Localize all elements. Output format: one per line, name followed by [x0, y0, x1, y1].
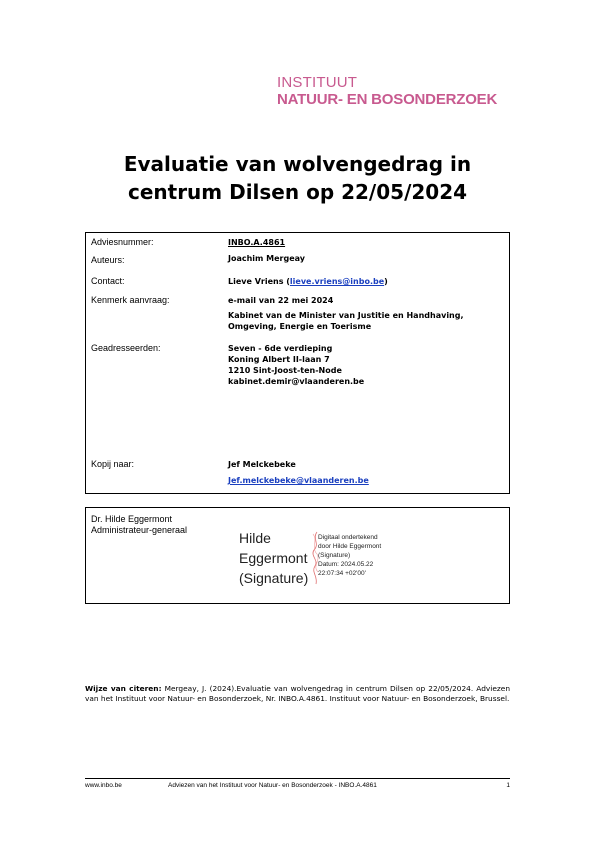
signer-name: Dr. Hilde Eggermont	[91, 514, 173, 524]
auteurs-value: Joachim Mergeay	[228, 254, 306, 263]
adviesnummer-value: INBO.A.4861	[228, 238, 286, 247]
footer-website: www.inbo.be	[85, 782, 122, 789]
signer-role: Administrateur-generaal	[91, 525, 188, 535]
kopij-value	[228, 459, 508, 486]
auteurs-label: Auteurs:	[91, 255, 125, 265]
citation-label: Wijze van citeren:	[85, 684, 162, 693]
signature-meta-line-3: (Signature)	[318, 552, 351, 559]
citation-text: Mergeay, J. (2024).Evaluatie van wolvengedrag in centrum Dilsen op 22/05/2024. Adviezen van het Instituut voor Natuur- en Bosonderzoek, Nr. INBO.A.4861. Instituut voor Natuur- en Bosonderzoek, Brussel.	[85, 684, 510, 703]
contact-email-link[interactable]: lieve.vriens@inbo.be	[289, 277, 385, 286]
geadresseerden-line-3: 1210 Sint-Joost-ten-Node	[228, 366, 342, 375]
kenmerk-line-1: e-mail van 22 mei 2024	[228, 296, 334, 305]
signature-name-line-1: Hilde	[239, 530, 271, 546]
title-line-2: centrum Dilsen op 22/05/2024	[127, 180, 468, 204]
signature-meta-line-1: Digitaal ondertekend	[318, 534, 378, 541]
geadresseerden-label: Geadresseerden:	[91, 343, 161, 353]
signature-box	[85, 507, 510, 604]
geadresseerden-value	[228, 343, 508, 387]
logo-line-natuur: NATUUR- EN BOSONDERZOEK	[277, 91, 498, 108]
contact-close: )	[384, 277, 388, 286]
geadresseerden-line-1: Seven - 6de verdieping	[228, 344, 333, 353]
signature-name-line-2: Eggermont	[239, 550, 308, 566]
signature-meta-line-4: Datum: 2024.05.22	[318, 561, 374, 568]
footer-divider	[85, 778, 510, 779]
kenmerk-value	[228, 295, 508, 332]
signature-name-line-3: (Signature)	[239, 570, 309, 586]
signature-name	[239, 528, 308, 588]
kopij-email-link[interactable]: Jef.melckebeke@vlaanderen.be	[228, 476, 369, 485]
signature-meta-line-2: door Hilde Eggermont	[318, 543, 382, 550]
kenmerk-line-2: Kabinet van de Minister van Justitie en Handhaving,	[228, 311, 464, 320]
contact-name: Lieve Vriens (	[228, 277, 290, 286]
citation-block	[85, 684, 510, 704]
inbo-logo	[277, 74, 497, 108]
footer-series: Adviezen van het Instituut voor Natuur- en Bosonderzoek - INBO.A.4861	[168, 782, 377, 789]
footer-page-number: 1	[506, 782, 510, 789]
contact-label: Contact:	[91, 276, 125, 286]
kopij-label: Kopij naar:	[91, 459, 135, 469]
kenmerk-line-3: Omgeving, Energie en Toerisme	[228, 322, 372, 331]
document-title	[60, 150, 535, 206]
title-line-1: Evaluatie van wolvengedrag in	[123, 152, 472, 176]
contact-value	[228, 276, 508, 287]
adviesnummer-label: Adviesnummer:	[91, 237, 154, 247]
signer-block	[91, 514, 187, 536]
geadresseerden-line-2: Koning Albert II-laan 7	[228, 355, 330, 364]
page-footer	[85, 781, 510, 791]
kopij-name: Jef Melckebeke	[228, 460, 296, 469]
kenmerk-label: Kenmerk aanvraag:	[91, 295, 170, 305]
signature-metadata	[318, 533, 381, 578]
geadresseerden-line-4: kabinet.demir@vlaanderen.be	[228, 377, 365, 386]
advice-info-box	[85, 232, 510, 494]
logo-line-instituut: INSTITUUT	[277, 74, 358, 91]
signature-meta-line-5: 22:07:34 +02'00'	[318, 570, 366, 577]
